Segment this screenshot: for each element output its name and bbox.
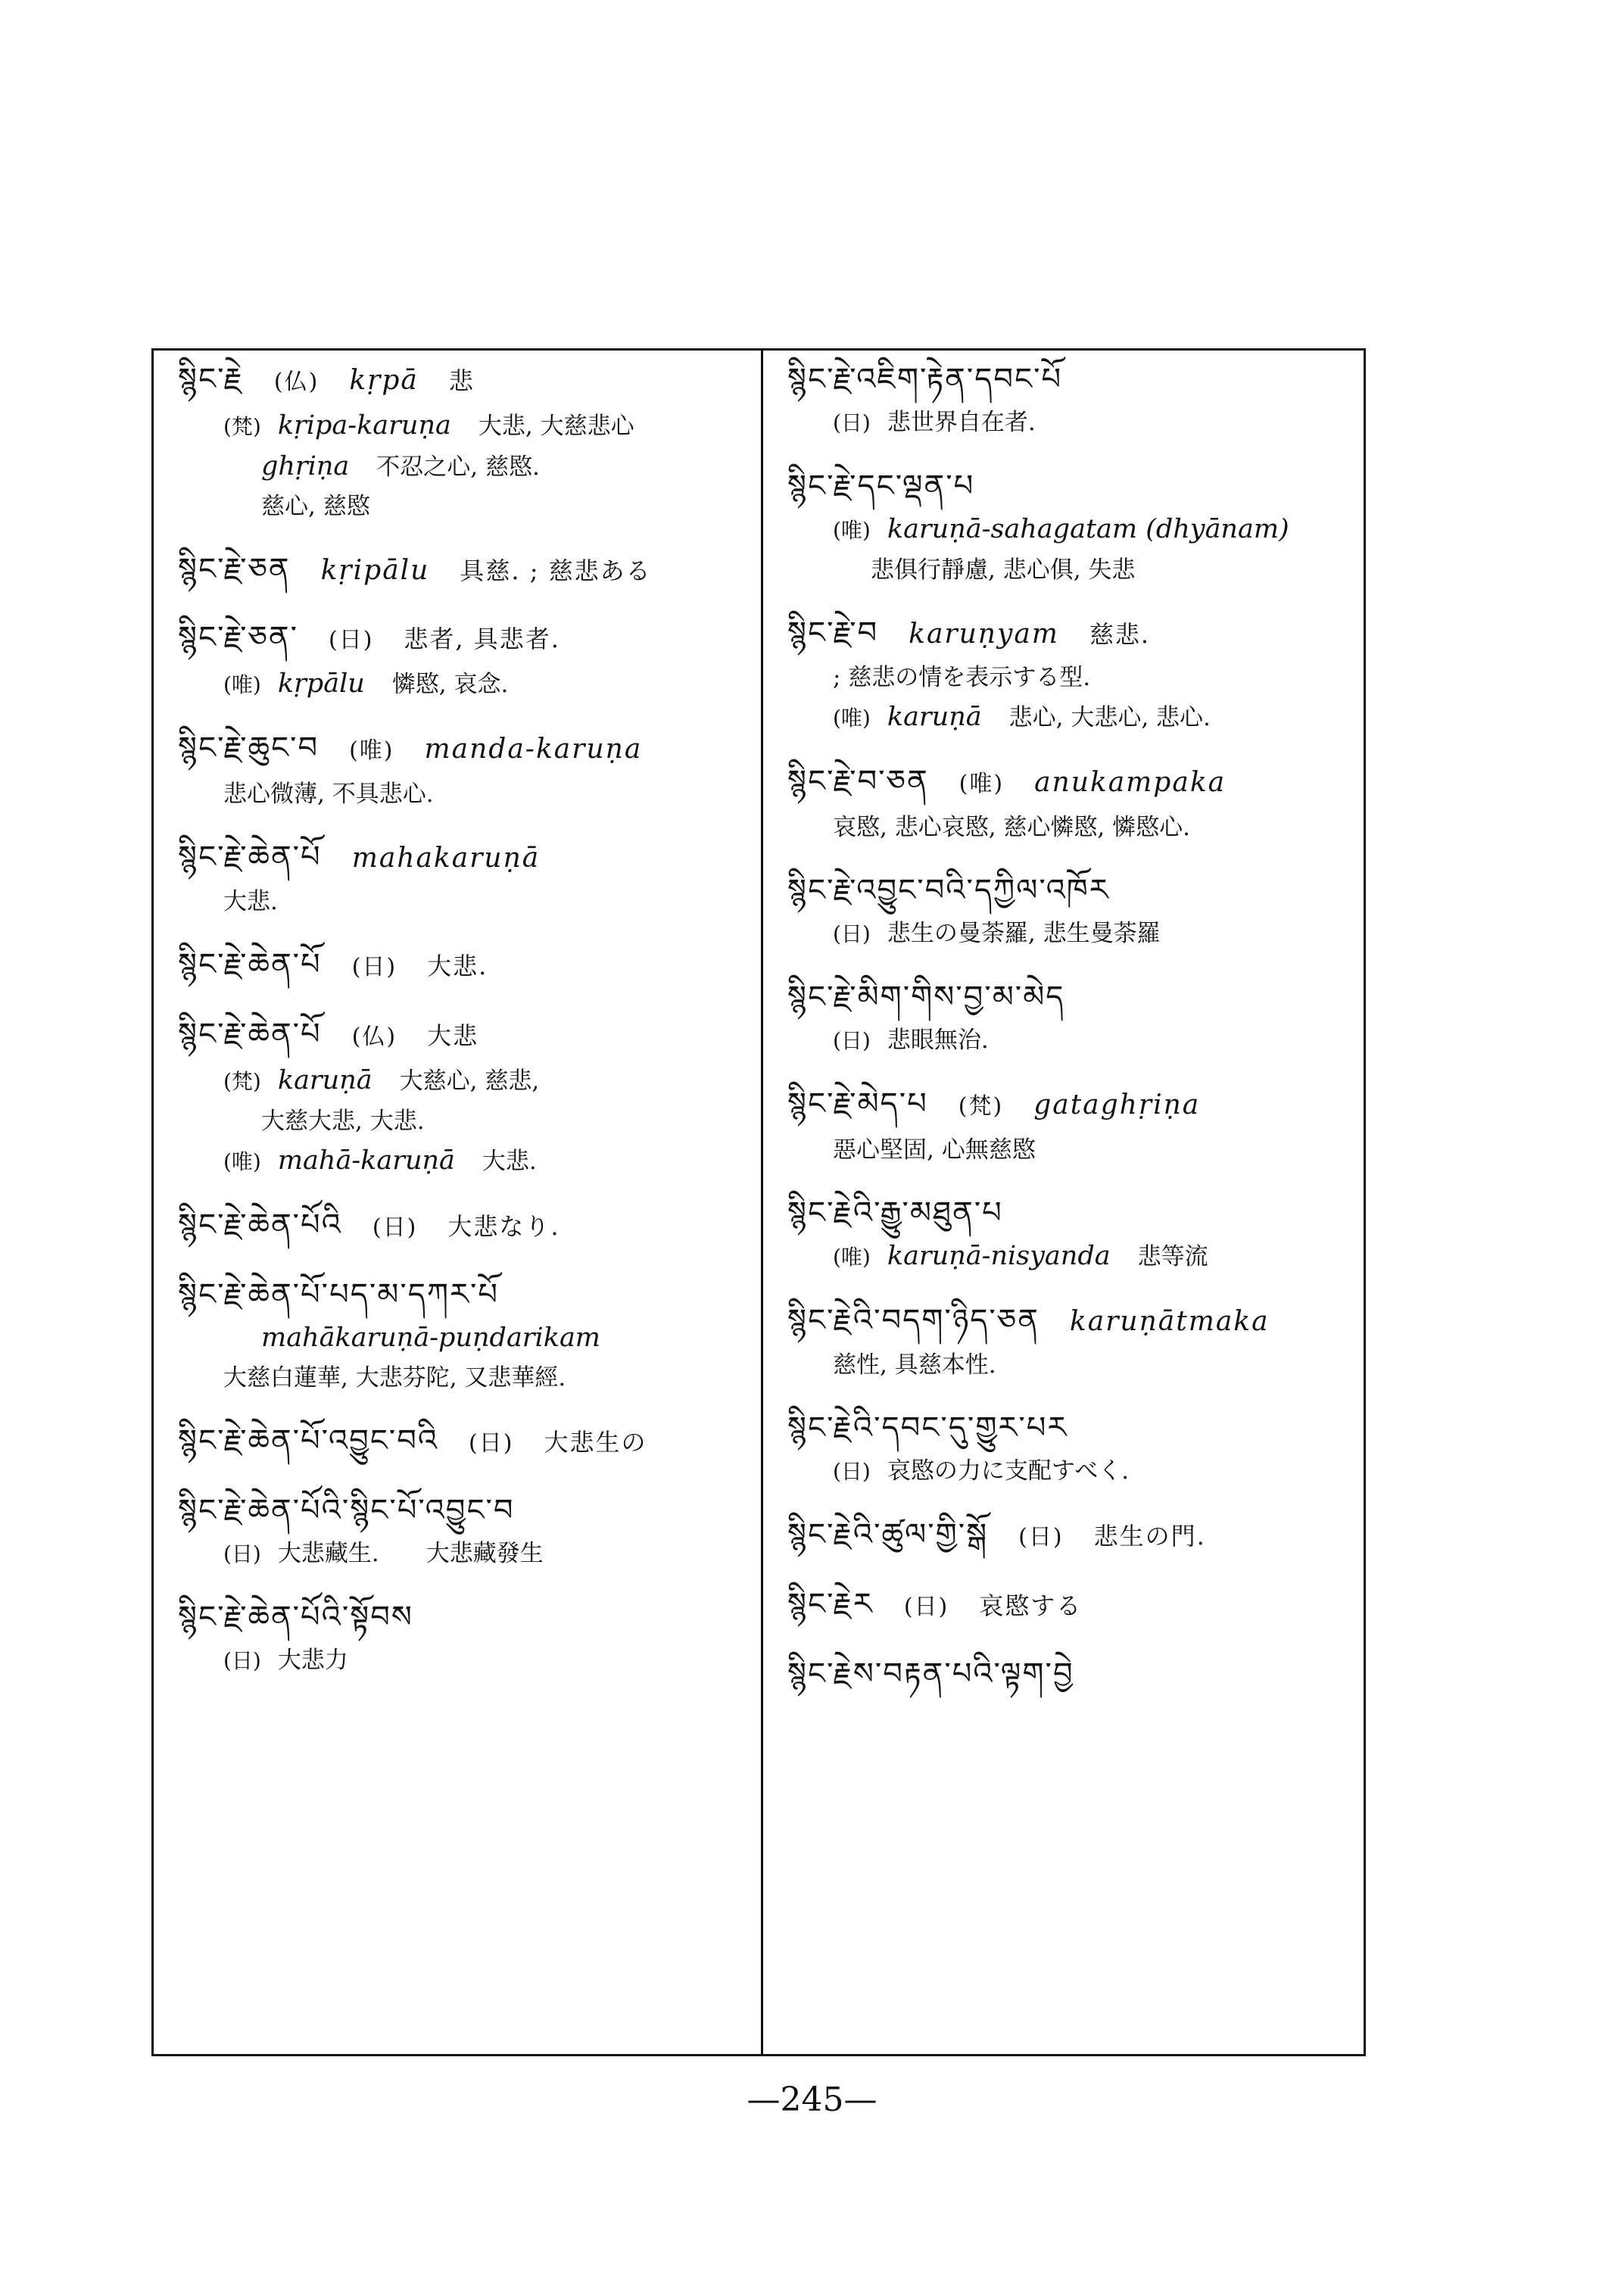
tibetan-headword: སྙིང་རྗེ་ཆེན་པོ་འབྱུང་བའི [178, 1423, 439, 1458]
dictionary-entry [787, 609, 1344, 738]
sanskrit-term: kṛipa-karuṇa [277, 410, 451, 441]
sanskrit-term: kṛipālu [320, 555, 430, 586]
tibetan-headword: སྙིང་རྗེ་ཆེན་པོའི [178, 1208, 342, 1242]
source-tag: (唯) [223, 1149, 261, 1174]
entry-detail-line [178, 1141, 738, 1182]
source-tag: (唯) [349, 737, 394, 764]
entry-detail-line [787, 1451, 1344, 1491]
dictionary-entry [178, 614, 738, 705]
entry-headword-line [787, 867, 1344, 914]
tibetan-headword: སྙིང་རྗེ་ཆེན་པོ [178, 947, 322, 982]
sanskrit-term: mahakaruṇā [351, 843, 541, 874]
entry-headword-line [178, 834, 738, 882]
tibetan-headword: སྙིང་རྗེ་མེད་པ [787, 1086, 928, 1121]
dictionary-entry [178, 941, 738, 991]
entry-headword-line [787, 1297, 1344, 1345]
source-tag: (日) [903, 1594, 949, 1620]
gloss-text: 哀愍, 悲心哀愍, 慈心憐愍, 憐愍心. [833, 814, 1190, 841]
entry-detail-line [178, 1061, 738, 1102]
tibetan-headword: སྙིང་རྗེ་འཇིག་རྟེན་དབང་པོ [787, 362, 1063, 397]
tibetan-headword: སྙིང་རྗེ་ཆེན་པོ་པད་མ་དཀར་པོ [178, 1277, 500, 1312]
gloss-text: 哀愍の力に支配すべく. [887, 1457, 1130, 1485]
sanskrit-term: karuṇā [887, 702, 982, 732]
tibetan-headword: སྙིང་རྗེ་བ [787, 616, 879, 650]
entry-headword-line [787, 1189, 1344, 1236]
source-tag: (唯) [959, 771, 1005, 797]
dictionary-entry [787, 1189, 1344, 1277]
gloss-text: 大悲, 大慈悲心 [478, 413, 634, 440]
source-tag: (日) [223, 1541, 261, 1566]
entry-headword-line [787, 1581, 1344, 1631]
dictionary-entry [787, 867, 1344, 954]
gloss-text: 大悲. [427, 952, 488, 980]
entry-detail-line [178, 1358, 738, 1398]
source-tag: (仏) [273, 369, 320, 395]
source-tag: (梵) [223, 414, 261, 439]
entry-detail-line [787, 658, 1344, 697]
tibetan-headword: སྙིང་རྗེ་ཅན [178, 552, 291, 587]
gloss-text: 悲等流 [1137, 1243, 1208, 1270]
sanskrit-term: ghṛiṇa [261, 451, 350, 482]
entry-detail-line [787, 1130, 1344, 1170]
gloss-text: 悲眼無治. [887, 1027, 989, 1054]
tibetan-headword: སྙིང་རྗེ་ཅན་ [178, 620, 298, 655]
gloss-text: 憐愍, 哀念. [391, 671, 509, 698]
dictionary-entry [178, 356, 738, 526]
dictionary-entry [178, 1202, 738, 1251]
dictionary-entry [178, 546, 738, 594]
sanskrit-term: kṛpā [349, 365, 419, 396]
dictionary-entry [787, 1297, 1344, 1385]
sanskrit-term: karuṇātmaka [1069, 1306, 1270, 1337]
sanskrit-term: manda-karuṇa [424, 734, 643, 765]
source-tag: (日) [833, 1459, 871, 1484]
entry-detail-line [178, 1534, 738, 1574]
gloss-text: 悲心, 大悲心, 悲心. [1008, 704, 1211, 731]
entry-detail-line [178, 406, 738, 447]
entry-headword-line [178, 1487, 738, 1534]
entry-headword-line [178, 1271, 738, 1318]
entry-headword-line [787, 758, 1344, 808]
source-tag: (日) [833, 1028, 871, 1053]
gloss-text: 大慈心, 慈悲, [399, 1068, 540, 1095]
gloss-text: 慈性, 具慈本性. [833, 1351, 996, 1379]
dictionary-entry [178, 1271, 738, 1398]
tibetan-headword: སྙིང་རྗེ་ཆེན་པོའི་སྟོབས [178, 1600, 413, 1635]
entry-headword-line [178, 1011, 738, 1061]
source-tag: (日) [833, 410, 871, 435]
gloss-text: 大悲藏生. 大悲藏發生 [277, 1540, 544, 1567]
entry-headword-line [787, 974, 1344, 1021]
column-divider [761, 348, 763, 2056]
tibetan-headword: སྙིང་རྗེའི་བདག་ཉིད་ཅན [787, 1303, 1040, 1338]
entry-headword-line [787, 1404, 1344, 1451]
source-tag: (日) [329, 627, 374, 653]
source-tag: (日) [223, 1648, 261, 1673]
gloss-text: 慈心, 慈愍 [261, 493, 370, 520]
source-tag: (唯) [223, 672, 261, 697]
source-tag: (日) [1018, 1524, 1064, 1551]
entry-headword-line [787, 1650, 1344, 1697]
entry-detail-line [787, 403, 1344, 443]
gloss-text: 惡心堅固, 心無慈愍 [833, 1136, 1036, 1164]
entry-detail-line [178, 1318, 738, 1358]
gloss-text: 大慈白蓮華, 大悲芬陀, 又悲華經. [223, 1364, 566, 1392]
entry-headword-line [178, 725, 738, 775]
entry-headword-line [178, 1202, 738, 1251]
tibetan-headword: སྙིང་རྗེས་བརྟན་པའི་ལྟག་བྱེ [787, 1657, 1074, 1691]
source-tag: (唯) [833, 706, 871, 731]
left-column [163, 356, 753, 2044]
gloss-text: 悲心微薄, 不具悲心. [223, 781, 434, 808]
gloss-text: 悲世界自在者. [887, 409, 1036, 436]
entry-detail-line [178, 1102, 738, 1141]
tibetan-headword: སྙིང་རྗེ་བ་ཅན [787, 764, 929, 799]
entry-detail-line [787, 550, 1344, 590]
entry-headword-line [787, 1511, 1344, 1561]
dictionary-entry [178, 1594, 738, 1681]
right-column [772, 356, 1359, 2044]
sanskrit-term: mahākaruṇā-puṇdarikam [261, 1323, 600, 1353]
dictionary-entry [178, 834, 738, 921]
source-tag: (梵) [223, 1069, 261, 1094]
entry-detail-line [178, 882, 738, 921]
entry-detail-line [178, 664, 738, 705]
dictionary-entry [178, 1487, 738, 1574]
dictionary-entry [787, 1581, 1344, 1631]
entry-headword-line [178, 1417, 738, 1467]
source-tag: (日) [833, 921, 871, 946]
sanskrit-term: karuṇā-sahagatam (dhyānam) [887, 514, 1289, 544]
entry-headword-line [787, 356, 1344, 403]
source-tag: (日) [469, 1430, 514, 1457]
entry-detail-line [787, 1021, 1344, 1061]
gloss-text: 悲俱行靜慮, 悲心俱, 失悲 [871, 556, 1136, 584]
source-tag: (唯) [833, 1245, 871, 1270]
entry-headword-line [787, 609, 1344, 658]
entry-detail-line [787, 1345, 1344, 1385]
tibetan-headword: སྙིང་རྗེ་འབྱུང་བའི་དཀྱིལ་འཁོར [787, 873, 1110, 908]
entry-detail-line [178, 487, 738, 526]
tibetan-headword: སྙིང་རྗེ་དང་ལྡན་པ [787, 469, 975, 503]
gloss-text: 大悲生の [544, 1428, 647, 1457]
entry-detail-line [178, 775, 738, 814]
tibetan-headword: སྙིང་རྗེ་ཆེན་པོའི་སྙིང་པོ་འབྱུང་བ [178, 1493, 515, 1528]
dictionary-entry [787, 463, 1344, 590]
dictionary-entry [787, 758, 1344, 847]
dictionary-entry [787, 1650, 1344, 1697]
gloss-text: 具慈. ; 慈悲ある [460, 556, 652, 585]
gloss-text: ; 慈悲の情を表示する型. [833, 664, 1091, 691]
gloss-text: 悲者, 具悲者. [404, 625, 560, 653]
dictionary-entry [787, 1404, 1344, 1491]
gloss-text: 悲生の門. [1093, 1522, 1206, 1551]
gloss-text: 不忍之心, 慈愍. [376, 454, 540, 481]
entry-detail-line [787, 697, 1344, 738]
gloss-text: 悲生の曼荼羅, 悲生曼荼羅 [887, 920, 1161, 947]
entry-headword-line [787, 1080, 1344, 1130]
tibetan-headword: སྙིང་རྗེའི་ཚུལ་གྱི་སྒོ [787, 1517, 989, 1552]
source-tag: (仏) [351, 1024, 397, 1050]
gloss-text: 慈悲. [1089, 620, 1151, 649]
dictionary-entry [178, 1417, 738, 1467]
dictionary-entry [787, 974, 1344, 1061]
source-tag: (日) [351, 954, 397, 980]
entry-headword-line [178, 356, 738, 406]
gloss-text: 大悲力 [277, 1647, 348, 1674]
gloss-text: 大悲 [427, 1021, 479, 1050]
gloss-text: 大悲. [482, 1148, 537, 1175]
sanskrit-term: karuṇā [277, 1065, 372, 1096]
entry-headword-line [178, 546, 738, 594]
tibetan-headword: སྙིང་རྗེ [178, 362, 244, 397]
tibetan-headword: སྙིང་རྗེའི་རྒྱུ་མཐུན་པ [787, 1195, 1003, 1230]
gloss-text: 悲 [448, 366, 475, 395]
entry-headword-line [178, 941, 738, 991]
entry-detail-line [787, 510, 1344, 550]
gloss-text: 大悲なり. [447, 1212, 560, 1241]
gloss-text: 大慈大悲, 大悲. [261, 1108, 425, 1135]
gloss-text: 哀愍する [979, 1591, 1083, 1620]
sanskrit-term: mahā-karuṇā [277, 1145, 455, 1176]
sanskrit-term: kṛpālu [277, 669, 365, 699]
sanskrit-term: gataghṛiṇa [1033, 1089, 1201, 1121]
sanskrit-term: karuṇyam [909, 619, 1059, 650]
tibetan-headword: སྙིང་རྗེར [787, 1587, 874, 1622]
dictionary-entry [787, 1080, 1344, 1170]
source-tag: (日) [372, 1214, 418, 1241]
dictionary-entry [178, 725, 738, 814]
entry-detail-line [178, 447, 738, 487]
entry-headword-line [787, 463, 1344, 510]
dictionary-entry [787, 1511, 1344, 1561]
entry-detail-line [178, 1641, 738, 1681]
gloss-text: 大悲. [223, 888, 278, 915]
entry-detail-line [787, 808, 1344, 847]
source-tag: (唯) [833, 518, 871, 543]
entry-detail-line [787, 914, 1344, 954]
tibetan-headword: སྙིང་རྗེ་མིག་གིས་བྱ་མ་མེད [787, 980, 1065, 1015]
sanskrit-term: karuṇā-nisyanda [887, 1241, 1111, 1271]
tibetan-headword: སྙིང་རྗེ་ཆེན་པོ [178, 1017, 322, 1052]
tibetan-headword: སྙིང་རྗེ་ཆེན་པོ [178, 840, 322, 874]
source-tag: (梵) [958, 1093, 1004, 1120]
dictionary-entry [178, 1011, 738, 1182]
entry-headword-line [178, 1594, 738, 1641]
tibetan-headword: སྙིང་རྗེ་ཆུང་བ [178, 731, 320, 765]
sanskrit-term: anukampaka [1034, 767, 1227, 798]
tibetan-headword: སྙིང་རྗེའི་དབང་དུ་གྱུར་པར [787, 1410, 1068, 1445]
entry-headword-line [178, 614, 738, 664]
dictionary-entry [787, 356, 1344, 443]
page-number: —245— [747, 2080, 877, 2119]
entry-detail-line [787, 1236, 1344, 1277]
